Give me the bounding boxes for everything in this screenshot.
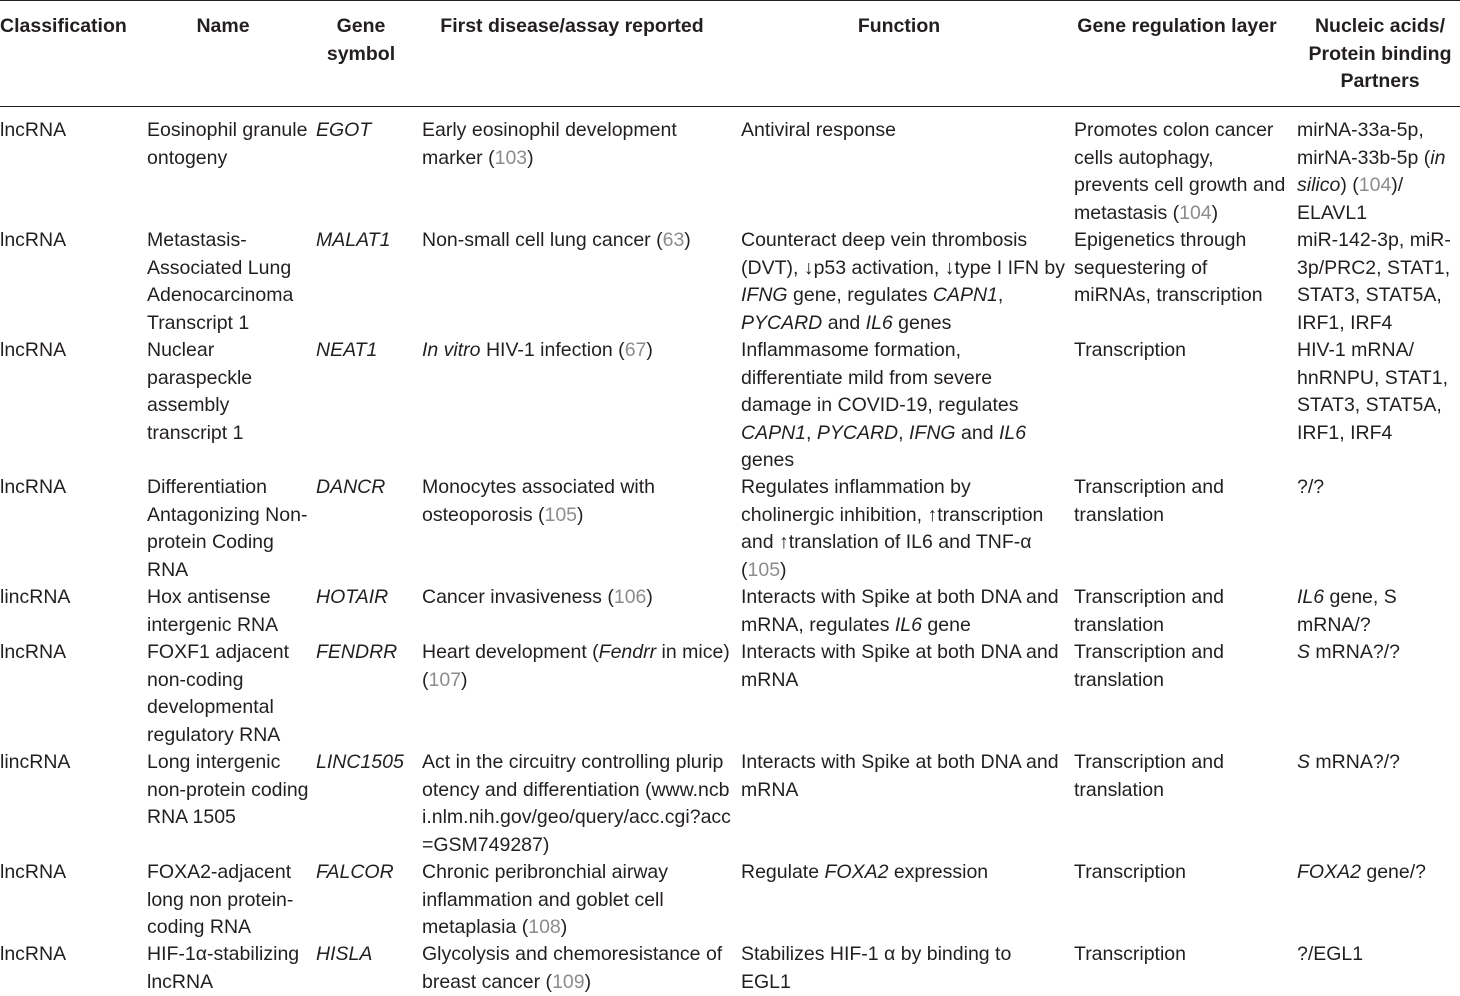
cell-name: Long intergenic non-protein coding RNA 1505 (147, 751, 309, 828)
cell-binding-partners: S mRNA?/? (1297, 641, 1400, 663)
cell-classification: lncRNA (0, 943, 67, 965)
cell-gene-symbol: HISLA (316, 943, 373, 965)
cell-name: FOXF1 adjacent non-coding developmental regulatory RNA (147, 641, 289, 746)
cell-regulation-layer: Transcription (1074, 339, 1186, 361)
header-regulation-layer: Gene regulation layer (1077, 15, 1277, 37)
cell-regulation-layer: Transcription (1074, 861, 1186, 883)
reference-link[interactable]: 105 (544, 503, 578, 526)
cell-first-disease: Chronic peribronchial airway inflammation and goblet cell metaplasia (108) (422, 861, 669, 938)
cell-function: Interacts with Spike at both DNA and mRNA (741, 751, 1059, 801)
header-name: Name (196, 15, 250, 37)
cell-function: Interacts with Spike at both DNA and mRNA, regulates IL6 gene (741, 586, 1059, 636)
cell-first-disease: In vitro HIV-1 infection (67) (422, 339, 653, 361)
cell-name: Nuclear paraspeckle assembly transcript 1 (147, 339, 253, 444)
cell-regulation-layer: Transcription and translation (1074, 586, 1224, 636)
cell-function: Antiviral response (741, 119, 896, 141)
cell-gene-symbol: DANCR (316, 476, 386, 498)
cell-binding-partners: mirNA-33a-5p, mirNA-33b-5p (in silico) (104)/ ELAVL1 (1297, 119, 1446, 224)
cell-function: Regulates inflammation by cholinergic inhibition, ↑transcription and ↑translation of IL6 and TNF-α (105) (741, 476, 1044, 581)
cell-classification: lncRNA (0, 229, 67, 251)
reference-link[interactable]: 106 (613, 586, 647, 608)
cell-binding-partners: ?/? (1297, 476, 1325, 498)
cell-first-disease: Glycolysis and chemoresistance of breast cancer (109) (422, 943, 723, 993)
cell-name: Hox antisense intergenic RNA (147, 586, 279, 636)
cell-binding-partners: HIV-1 mRNA/ hnRNPU, STAT1, STAT3, STAT5A, IRF1, IRF4 (1297, 339, 1448, 444)
cell-gene-symbol: EGOT (316, 119, 372, 141)
cell-classification: lncRNA (0, 641, 67, 663)
cell-function: Regulate FOXA2 expression (741, 861, 989, 883)
cell-classification: lncRNA (0, 119, 67, 141)
cell-classification: lncRNA (0, 476, 67, 498)
reference-link[interactable]: 108 (528, 916, 561, 938)
cell-first-disease: Non-small cell lung cancer (63) (422, 229, 691, 251)
header-gene-symbol: Gene symbol (326, 15, 396, 65)
cell-classification: lincRNA (0, 586, 71, 608)
cell-binding-partners: FOXA2 gene/? (1297, 861, 1426, 883)
cell-regulation-layer: Transcription and translation (1074, 641, 1224, 691)
cell-binding-partners: miR-142-3p, miR-3p/PRC2, STAT1, STAT3, STAT5A, IRF1, IRF4 (1297, 229, 1451, 334)
cell-first-disease: Early eosinophil development marker (103) (422, 119, 677, 169)
cell-gene-symbol: NEAT1 (316, 339, 378, 361)
cell-first-disease: Heart development (Fendrr in mice) (107) (422, 641, 730, 691)
cell-binding-partners: IL6 gene, S mRNA/? (1297, 586, 1397, 636)
cell-gene-symbol: MALAT1 (316, 229, 391, 251)
cell-first-disease: Cancer invasiveness (106) (422, 586, 653, 608)
cell-function: Interacts with Spike at both DNA and mRNA (741, 641, 1059, 691)
cell-function: Counteract deep vein thrombosis (DVT), ↓p53 activation, ↓type I IFN by IFNG gene, regulates CAPN1, PYCARD and IL6 genes (741, 229, 1066, 334)
cell-regulation-layer: Epigenetics through sequestering of miRNAs, transcription (1074, 229, 1263, 306)
cell-first-disease: Act in the circuitry controlling pluripotency and differentiation (www.ncbi.nlm.nih.gov/geo/query/acc.cgi?acc=GSM749287) (422, 751, 731, 856)
header-first-disease: First disease/assay reported (440, 15, 704, 37)
cell-gene-symbol: FALCOR (316, 861, 394, 883)
header-binding-partners: Nucleic acids/ Protein binding Partners (1308, 15, 1452, 92)
reference-link[interactable]: 104 (1358, 174, 1392, 196)
reference-link[interactable]: 63 (662, 229, 685, 251)
header-classification: Classification (0, 15, 127, 37)
header-function: Function (857, 15, 941, 37)
cell-function: Stabilizes HIF-1 α by binding to EGL1 (741, 943, 1012, 993)
reference-link[interactable]: 67 (624, 339, 647, 361)
cell-classification: lncRNA (0, 861, 67, 883)
reference-link[interactable]: 107 (428, 668, 462, 691)
cell-binding-partners: S mRNA?/? (1297, 751, 1400, 773)
cell-regulation-layer: Transcription and translation (1074, 751, 1224, 801)
reference-link[interactable]: 104 (1179, 201, 1212, 224)
cell-name: Differentiation Antagonizing Non-protein Coding RNA (147, 476, 308, 581)
cell-first-disease: Monocytes associated with osteoporosis (105) (422, 476, 656, 526)
cell-name: HIF-1α-stabilizing lncRNA (147, 943, 300, 993)
cell-binding-partners: ?/EGL1 (1297, 943, 1364, 965)
cell-classification: lncRNA (0, 339, 67, 361)
cell-gene-symbol: FENDRR (316, 641, 398, 663)
cell-name: Metastasis-Associated Lung Adenocarcinoma Transcript 1 (147, 229, 294, 334)
cell-regulation-layer: Promotes colon cancer cells autophagy, prevents cell growth and metastasis (104) (1074, 119, 1286, 224)
reference-link[interactable]: 103 (494, 146, 528, 169)
cell-regulation-layer: Transcription and translation (1074, 476, 1224, 526)
cell-function: Inflammasome formation, differentiate mild from severe damage in COVID-19, regulates CAPN1, PYCARD, IFNG and IL6 genes (741, 339, 1027, 471)
cell-name: Eosinophil granule ontogeny (147, 119, 308, 169)
cell-name: FOXA2-adjacent long non protein-coding RNA (147, 861, 294, 938)
table-header (0, 0, 1460, 107)
cell-gene-symbol: LINC1505 (316, 751, 404, 773)
reference-link[interactable]: 105 (747, 558, 781, 581)
cell-regulation-layer: Transcription (1074, 943, 1186, 965)
cell-classification: lincRNA (0, 751, 71, 773)
reference-link[interactable]: 109 (552, 970, 585, 993)
cell-gene-symbol: HOTAIR (316, 586, 389, 608)
